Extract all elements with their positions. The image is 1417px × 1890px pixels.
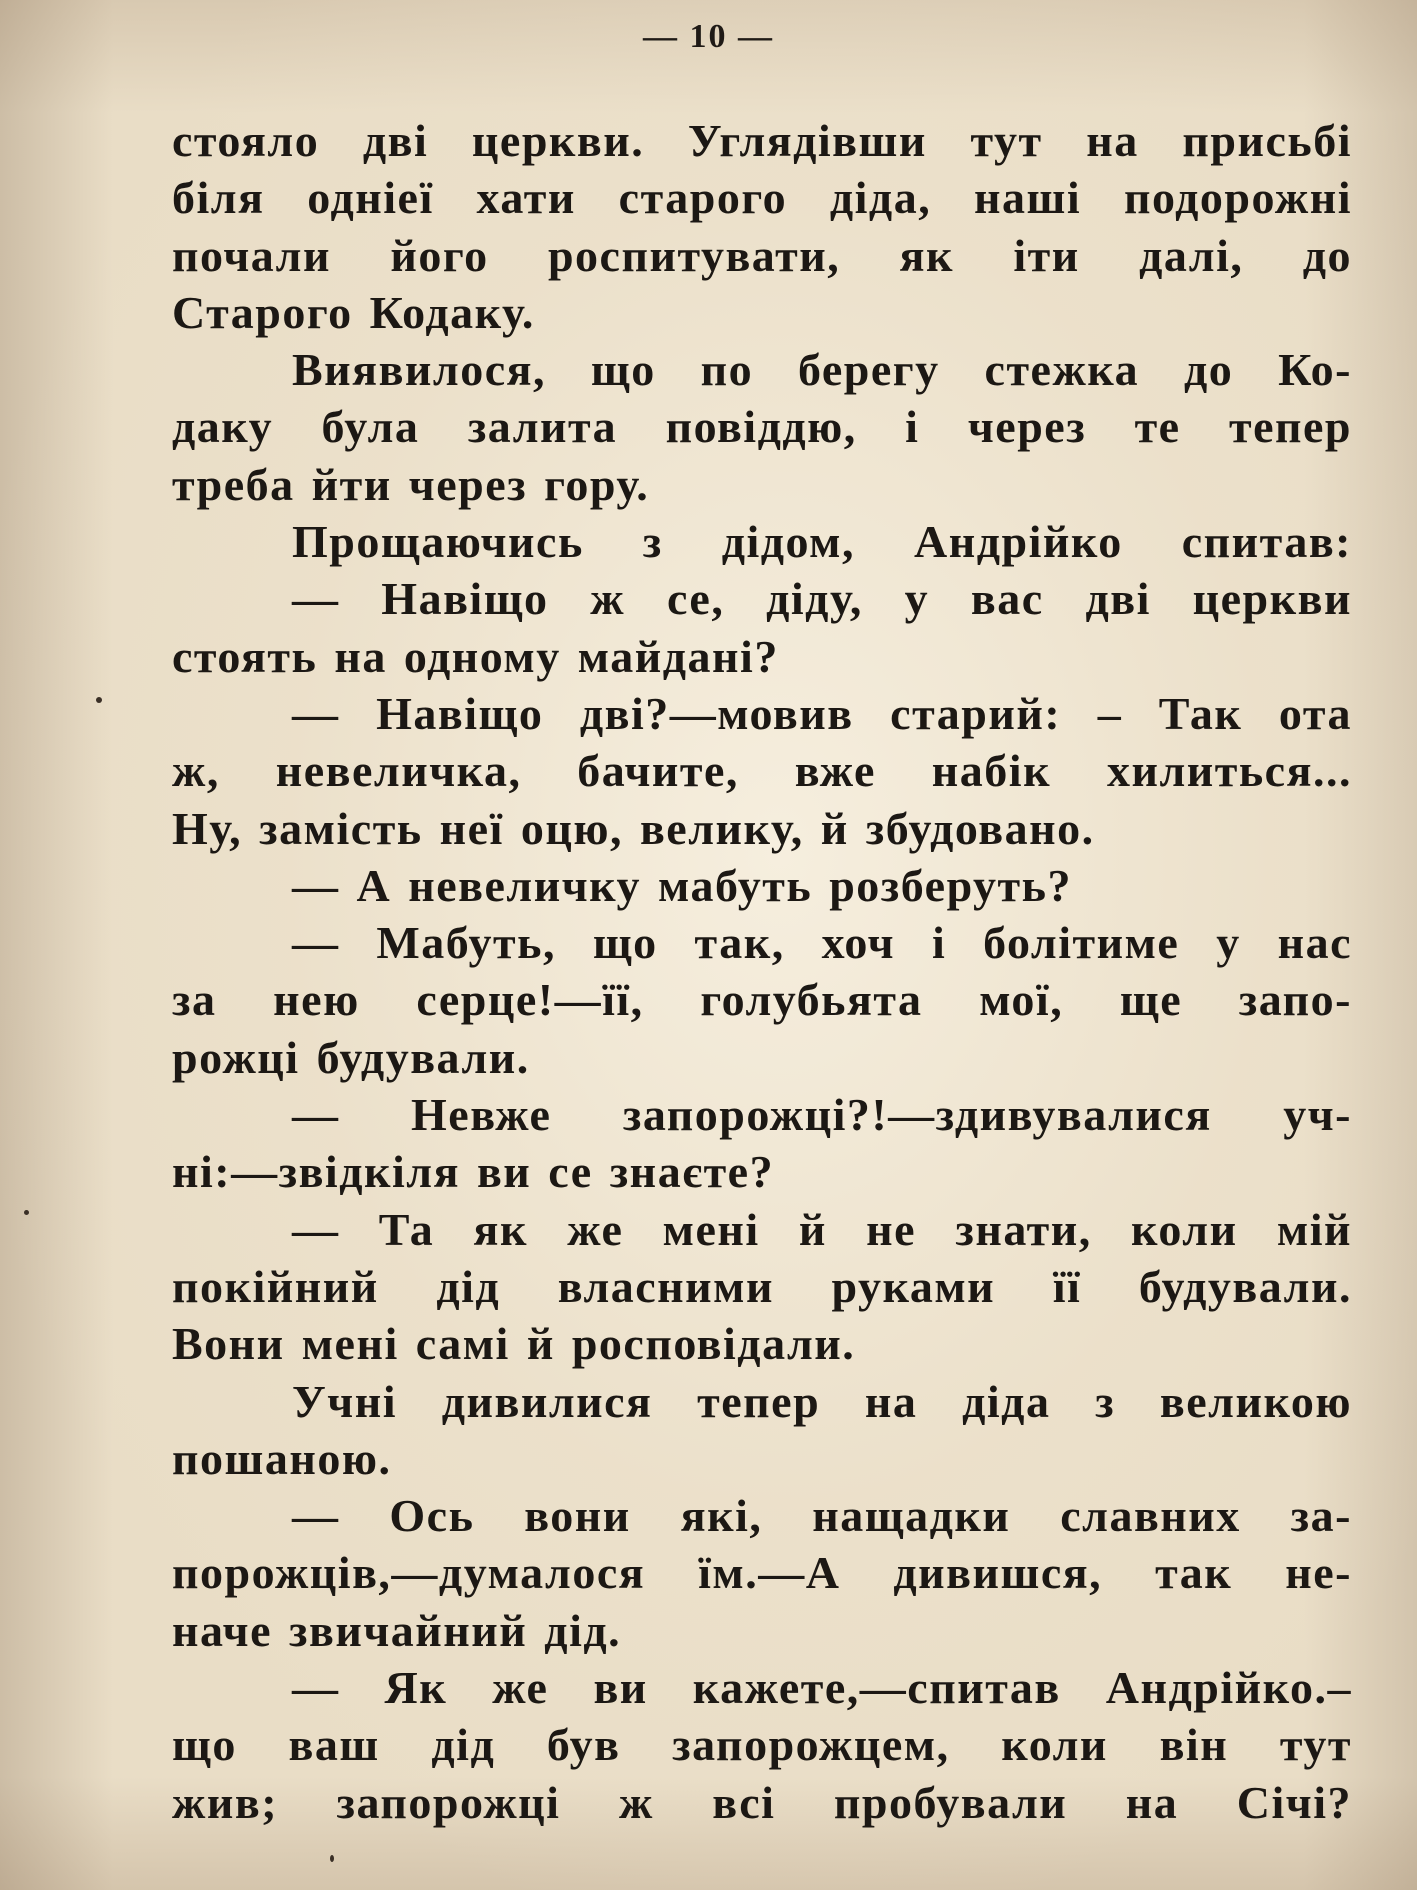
- text-line: треба йти через гору.: [172, 458, 650, 510]
- text-line: — Навіщо ж се, діду, у вас дві церкви: [292, 573, 1352, 625]
- text-line: покійний дід власними руками її будували.: [172, 1260, 1352, 1312]
- text-line: рожці будували.: [172, 1031, 530, 1083]
- text-line: — Невже запорожці?!—здивувалися уч-: [292, 1089, 1352, 1141]
- text-line: — Ось вони які, нащадки славних за-: [292, 1490, 1352, 1542]
- paper-speck: [96, 697, 102, 703]
- body-text: [172, 112, 1352, 1831]
- text-line: стояло дві церкви. Углядівши тут на присьбі: [172, 115, 1352, 166]
- text-line: порожців,—думалося їм.—А дивишся, так не-: [172, 1547, 1352, 1599]
- text-line: — А невеличку мабуть розберуть?: [292, 859, 1072, 911]
- text-line: даку була залита повіддю, і через те тепер: [172, 401, 1352, 453]
- text-line: жив; запорожці ж всі пробували на Січі?: [172, 1776, 1352, 1828]
- text-line: Виявилося, що по берегу стежка до Ко-: [292, 344, 1352, 396]
- text-line: — Мабуть, що так, хоч і болітиме у нас: [292, 917, 1352, 969]
- text-line: Старого Кодаку.: [172, 286, 535, 338]
- text-line: що ваш дід був запорожцем, коли він тут: [172, 1719, 1352, 1771]
- text-line: — Навіщо дві?—мовив старий: – Так ота: [292, 687, 1352, 739]
- text-line: біля одніеї хати старого діда, наші подорожні: [172, 172, 1352, 224]
- text-line: Вони мені самі й росповідали.: [172, 1318, 856, 1370]
- text-line: наче звичайний дід.: [172, 1604, 622, 1656]
- text-line: пошаною.: [172, 1432, 392, 1484]
- text-line: — Як же ви кажете,—спитав Андрійко.–: [292, 1662, 1352, 1714]
- paper-speck: [24, 1210, 29, 1215]
- text-line: за нею серце!—її, голубьята мої, ще запо-: [172, 974, 1352, 1026]
- text-line: Прощаючись з дідом, Андрійко спитав:: [292, 516, 1352, 568]
- text-line: стоять на одному майдані?: [172, 630, 779, 682]
- text-line: ж, невеличка, бачите, вже набік хилиться...: [172, 745, 1352, 797]
- text-line: — Та як же мені й не знати, коли мій: [292, 1203, 1352, 1255]
- paper-speck: [330, 1855, 334, 1862]
- text-line: почали його роспитувати, як іти далі, до: [172, 229, 1352, 281]
- text-line: Учні дивилися тепер на діда з великою: [292, 1375, 1352, 1427]
- text-line: ні:—звідкіля ви се знаєте?: [172, 1146, 775, 1198]
- text-line: Ну, замість неї оцю, велику, й збудовано.: [172, 802, 1095, 854]
- page-number: — 10 —: [643, 18, 774, 55]
